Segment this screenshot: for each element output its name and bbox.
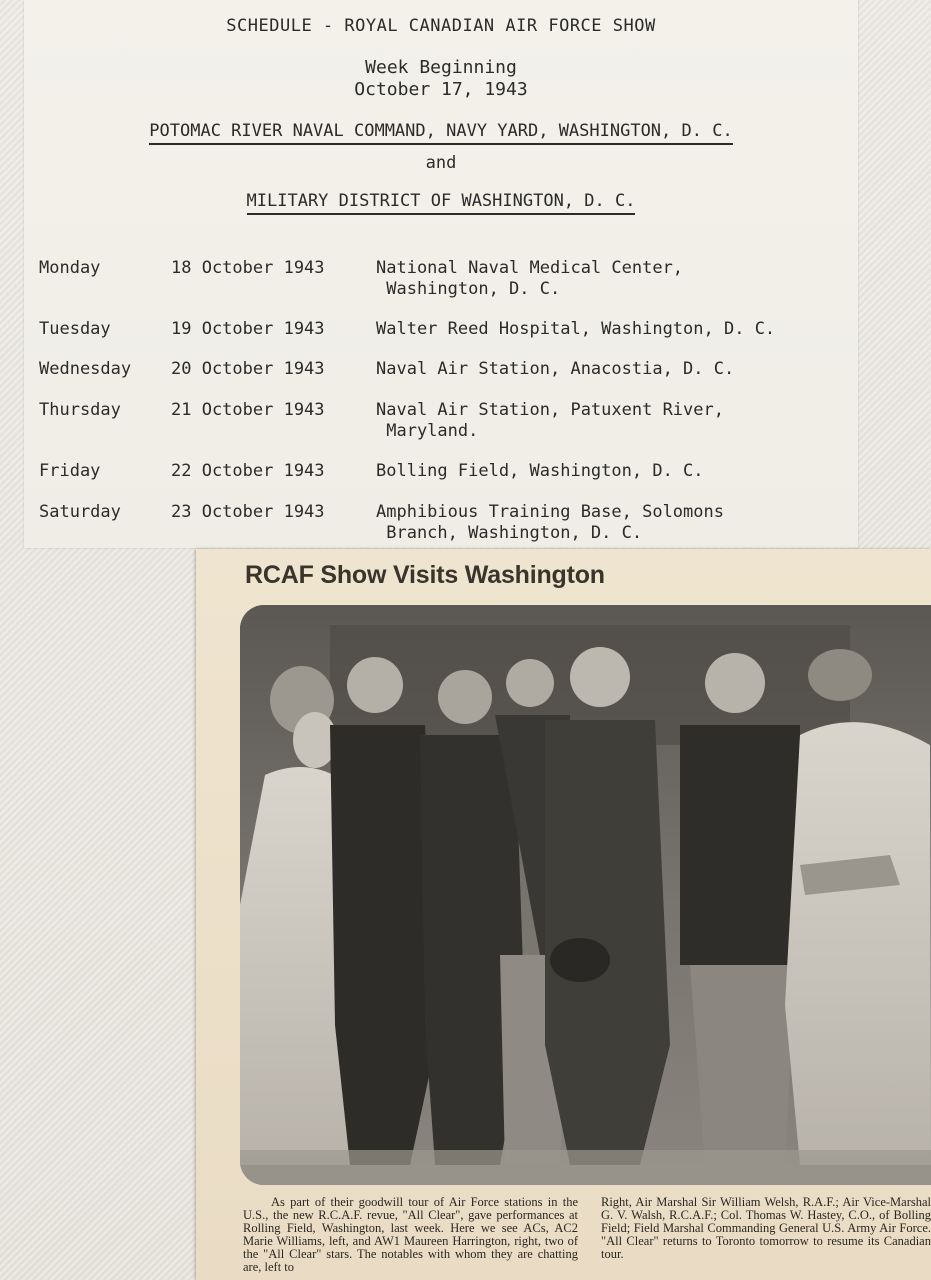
row-day: Thursday [39, 400, 121, 420]
military-district-heading [24, 191, 858, 211]
row-day: Wednesday [39, 359, 132, 379]
row-day: Monday [39, 258, 101, 278]
row-day: Saturday [39, 502, 121, 522]
week-date: October 17, 1943 [354, 79, 528, 100]
row-date: 19 October 1943 [171, 319, 325, 339]
row-location: Walter Reed Hospital, Washington, D. C. [376, 319, 776, 339]
caption-left-column: As part of their goodwill tour of Air Force stations in the U.S., the new R.C.A.F. revue, "All Clear", gave performances at Rolling Field, Washington, last week. Here we see ACs, AC2 Marie Williams, left, and AW1 Maureen Harrington, right, two of the "All Clear" stars. The notables with whom they are chatting are, left to [243, 1195, 578, 1274]
row-date: 21 October 1943 [171, 400, 325, 420]
row-location: National Naval Medical Center, Washington, D. C. [376, 258, 684, 299]
row-date: 22 October 1943 [171, 461, 325, 481]
row-date: 23 October 1943 [171, 502, 325, 522]
naval-command-heading [24, 121, 858, 141]
row-date: 20 October 1943 [171, 359, 325, 379]
clipping-headline: RCAF Show Visits Washington [245, 561, 605, 589]
row-date: 18 October 1943 [171, 258, 325, 278]
newspaper-clipping [196, 549, 931, 1280]
row-location: Naval Air Station, Patuxent River, Maryland. [376, 400, 724, 441]
military-district-text: MILITARY DISTRICT OF WASHINGTON, D. C. [247, 191, 636, 215]
row-location: Naval Air Station, Anacostia, D. C. [376, 359, 735, 379]
row-day: Friday [39, 461, 101, 481]
row-day: Tuesday [39, 319, 111, 339]
schedule-sheet [24, 0, 858, 548]
week-beginning-label: Week Beginning [365, 57, 517, 78]
row-location: Amphibious Training Base, Solomons Branch, Washington, D. C. [376, 502, 724, 543]
naval-command-text: POTOMAC RIVER NAVAL COMMAND, NAVY YARD, WASHINGTON, D. C. [149, 121, 732, 145]
caption-right-column: Right, Air Marshal Sir William Welsh, R.A.F.; Air Vice-Marshal G. V. Walsh, R.C.A.F.; Col. Thomas W. Hastey, C.O., of Bolling Field; Field Marshal Commanding General U.S. Army Air Force. "All Clear" returns to Toronto tomorrow to resume its Canadian tour. [601, 1195, 931, 1261]
news-photo [240, 605, 931, 1185]
schedule-title: SCHEDULE - ROYAL CANADIAN AIR FORCE SHOW [226, 16, 656, 36]
and-connector: and [425, 153, 457, 173]
row-location: Bolling Field, Washington, D. C. [376, 461, 704, 481]
